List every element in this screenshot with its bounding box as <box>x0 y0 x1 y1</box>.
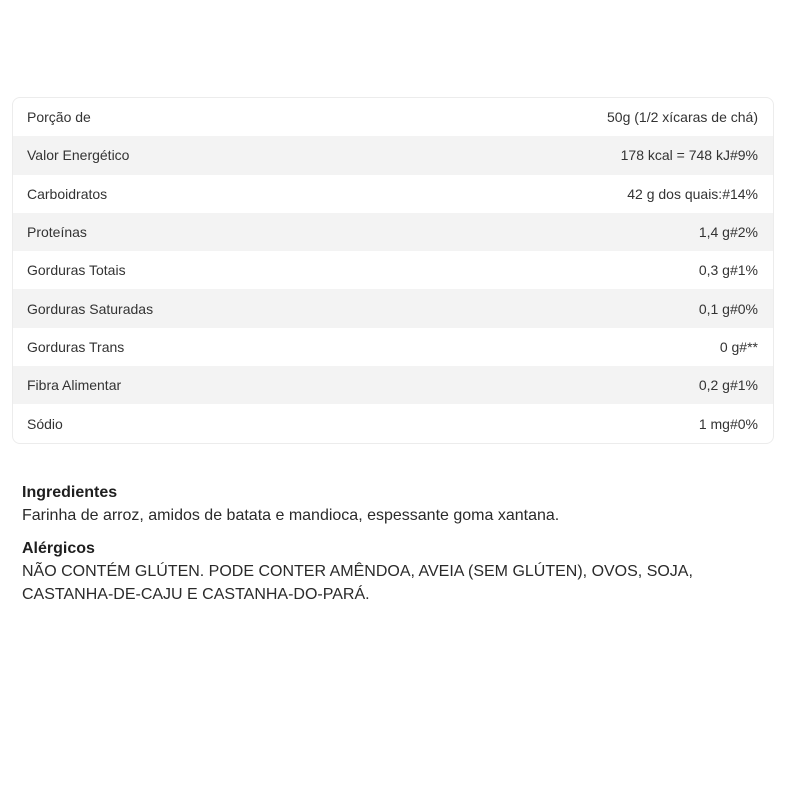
nutrition-label: Proteínas <box>27 224 87 241</box>
nutrition-value: 1,4 g#2% <box>698 224 758 241</box>
nutrition-value: 0,3 g#1% <box>698 262 758 279</box>
nutrition-label: Fibra Alimentar <box>27 377 122 394</box>
nutrition-row-portion <box>13 98 773 136</box>
nutrition-row-sodium <box>13 404 773 442</box>
allergens-title: Alérgicos <box>22 540 95 557</box>
nutrition-value: 0,2 g#1% <box>698 377 758 394</box>
nutrition-value: 42 g dos quais:#14% <box>627 185 758 202</box>
nutrition-table <box>12 97 774 444</box>
nutrition-value: 0,1 g#0% <box>698 300 758 317</box>
nutrition-row-saturated-fat <box>13 289 773 327</box>
nutrition-row-trans-fat <box>13 328 773 366</box>
nutrition-label: Gorduras Saturadas <box>27 300 154 317</box>
nutrition-label: Gorduras Trans <box>27 338 125 355</box>
ingredients-text: Farinha de arroz, amidos de batata e mandioca, espessante goma xantana. <box>22 507 560 524</box>
nutrition-value: 1 mg#0% <box>698 415 758 432</box>
nutrition-label: Valor Energético <box>27 147 130 164</box>
allergens-line-2: CASTANHA-DE-CAJU E CASTANHA-DO-PARÁ. <box>22 586 370 603</box>
allergens-text <box>22 560 782 606</box>
ingredients-title: Ingredientes <box>22 484 118 501</box>
nutrition-row-fiber <box>13 366 773 404</box>
nutrition-label: Gorduras Totais <box>27 262 126 279</box>
nutrition-label: Carboidratos <box>27 185 108 202</box>
nutrition-row-carbohydrates <box>13 175 773 213</box>
nutrition-row-energy <box>13 136 773 174</box>
nutrition-label: Sódio <box>27 415 63 432</box>
allergens-line-1: NÃO CONTÉM GLÚTEN. PODE CONTER AMÊNDOA, AVEIA (SEM GLÚTEN), OVOS, SOJA, <box>22 563 693 580</box>
product-info <box>22 483 782 606</box>
nutrition-row-total-fat <box>13 251 773 289</box>
nutrition-value: 178 kcal = 748 kJ#9% <box>620 147 758 164</box>
nutrition-value: 50g (1/2 xícaras de chá) <box>607 109 758 126</box>
nutrition-value: 0 g#** <box>719 338 758 355</box>
nutrition-label: Porção de <box>27 109 91 126</box>
nutrition-row-proteins <box>13 213 773 251</box>
